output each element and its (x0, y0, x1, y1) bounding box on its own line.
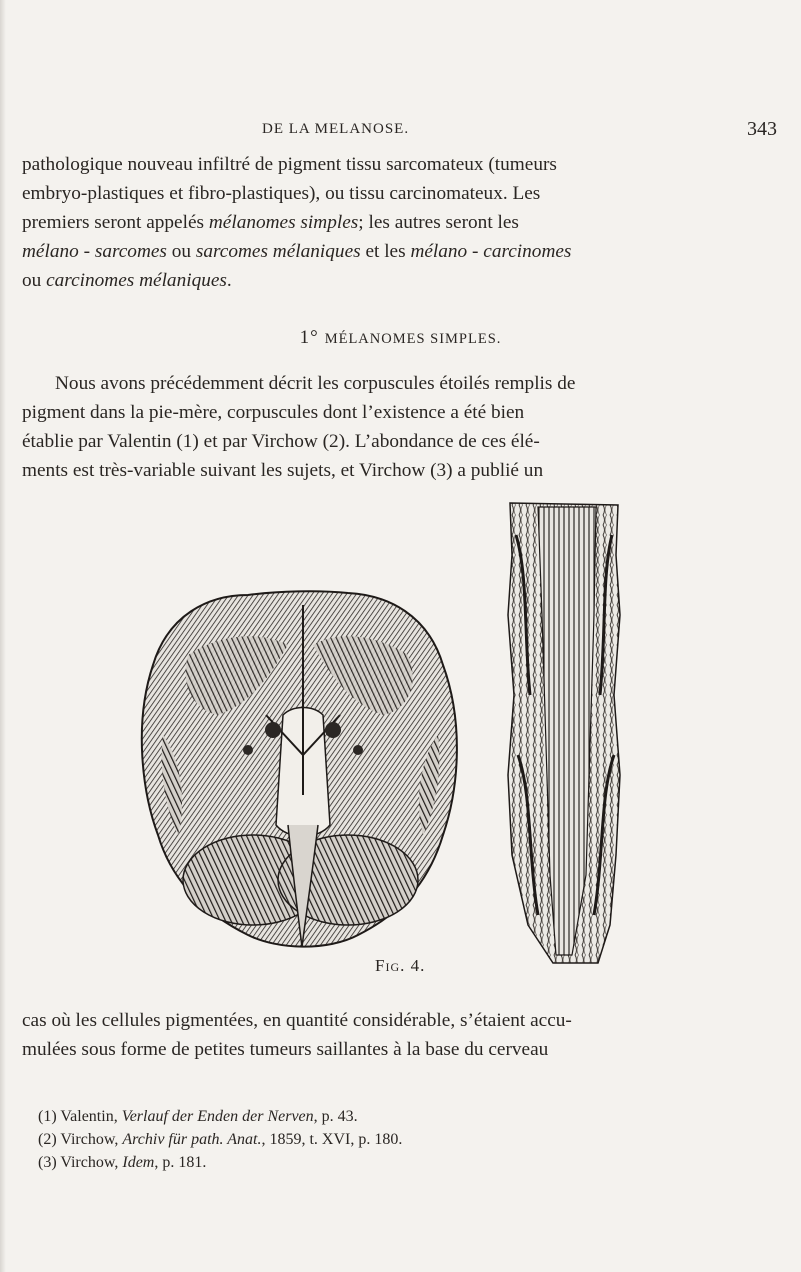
text-line: établie par Valentin (1) et par Virchow (2). L’abondance de ces élé- (22, 431, 540, 452)
footnotes (38, 1105, 778, 1174)
text-line: premiers seront appelés mélanomes simples; les autres seront les (22, 212, 519, 233)
figure-caption: Fig. 4. (375, 956, 426, 975)
footnote-3: (3) Virchow, Idem, p. 181. (38, 1154, 207, 1171)
page-number: 343 (747, 118, 777, 140)
paragraph-after-figure (22, 1006, 782, 1064)
paragraph-melanomes (22, 369, 782, 485)
brain-illustration (98, 495, 638, 975)
running-head (22, 118, 777, 144)
page-edge-shadow (0, 0, 6, 1272)
term-melanomes-simples: mélanomes simples (208, 212, 359, 233)
brain-base (142, 591, 457, 947)
text-line: ments est très-variable suivant les sujets, et Virchow (3) a publié un (22, 460, 544, 481)
text-line: mélano - sarcomes ou sarcomes mélaniques et les mélano - carcinomes (22, 241, 572, 262)
term-melano-sarcomes: mélano - sarcomes (22, 241, 167, 262)
paragraph-continuation (22, 150, 782, 295)
text-line: ou carcinomes mélaniques. (22, 270, 232, 291)
text-line: Nous avons précédemment décrit les corpuscules étoilés remplis de (55, 373, 576, 394)
section-heading (0, 327, 801, 349)
text-line: embryo-plastiques et fibro-plastiques), ou tissu carcinomateux. Les (22, 183, 541, 204)
term-carcinomes-melaniques: carcinomes mélaniques (46, 270, 227, 291)
section-number: 1° (299, 327, 319, 348)
term-sarcomes-melaniques: sarcomes mélaniques (195, 241, 361, 262)
term-melano-carcinomes: mélano - carcinomes (410, 241, 572, 262)
section-title-text: MÉLANOMES SIMPLES. (324, 331, 502, 347)
text-line: pigment dans la pie-mère, corpuscules dont l’existence a été bien (22, 402, 525, 423)
footnote-1: (1) Valentin, Verlauf der Enden der Nerven, p. 43. (38, 1108, 358, 1125)
figure-brain-and-spinal-cord (98, 495, 638, 975)
text-line: cas où les cellules pigmentées, en quantité considérable, s’étaient accu- (22, 1010, 572, 1031)
spinal-cord (508, 503, 620, 963)
footnote-2: (2) Virchow, Archiv für path. Anat., 1859, t. XVI, p. 180. (38, 1131, 403, 1148)
running-title: DE LA MELANOSE. (262, 121, 410, 137)
text-line: mulées sous forme de petites tumeurs saillantes à la base du cerveau (22, 1039, 549, 1060)
text-line: pathologique nouveau infiltré de pigment tissu sarcomateux (tumeurs (22, 154, 557, 175)
